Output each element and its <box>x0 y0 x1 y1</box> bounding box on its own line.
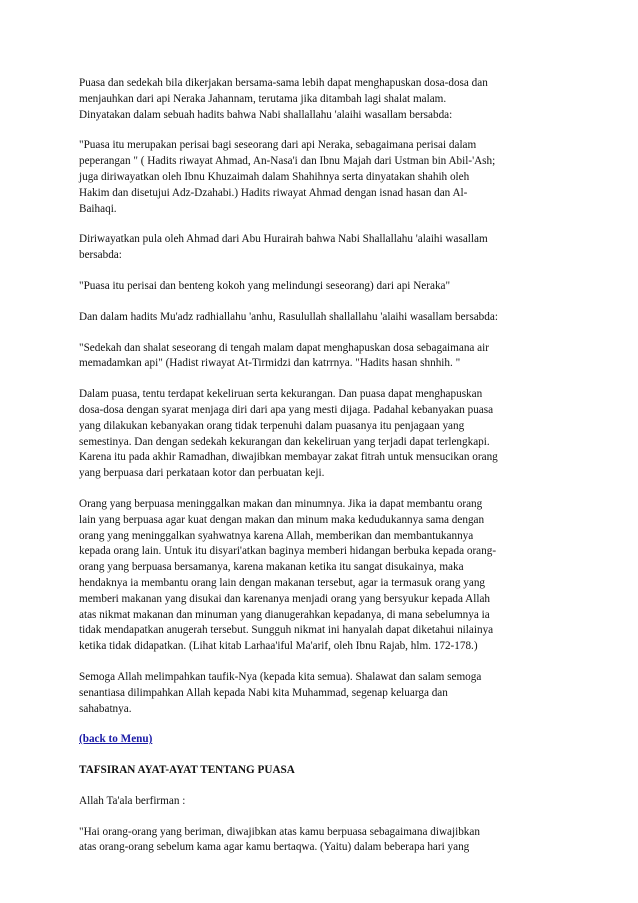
body-paragraph <box>79 497 569 655</box>
paragraph-line: Karena itu pada akhir Ramadhan, diwajibkan membayar zakat fitrah untuk mensucikan orang <box>79 451 498 464</box>
paragraph-line: juga diriwayatkan oleh Ibnu Khuzaimah dalam Shahihnya serta dinyatakan shahih oleh <box>79 170 470 183</box>
body-paragraph <box>79 232 569 264</box>
paragraph-line: kepada orang lain. Untuk itu disyari'atkan baginya memberi hidangan berbuka kepada orang- <box>79 545 497 558</box>
paragraph-line: tidak mendapatkan anugerah tersebut. Sungguh nikmat ini hanyalah dapat diketahui nilainya <box>79 624 494 637</box>
paragraph-line: Diriwayatkan pula oleh Ahmad dari Abu Hurairah bahwa Nabi Shallallahu 'alaihi wasallam <box>79 233 488 246</box>
paragraph-line: Orang yang berpuasa meninggalkan makan dan minumnya. Jika ia dapat membantu orang <box>79 497 483 510</box>
paragraph-line: menjauhkan dari api Neraka Jahannam, terutama jika ditambah lagi shalat malam. <box>79 92 447 105</box>
document-body <box>79 76 569 717</box>
paragraph-line: "Sedekah dan shalat seseorang di tengah malam dapat menghapuskan dosa sebagaimana air <box>79 341 489 354</box>
paragraph-line: yang berpuasa dari perkataan kotor dan perbuatan keji. <box>79 467 325 480</box>
paragraph-line: Hakim dan disetujui Adz-Dzahabi.) Hadits riwayat Ahmad dengan isnad hasan dan Al- <box>79 186 468 199</box>
paragraph-line: orang yang berpuasa bersamanya, karena makanan ketika itu sangat disukainya, maka <box>79 561 464 574</box>
paragraph-line: memberi makanan yang disukai dan karenanya menjadi orang yang bersyukur kepada Allah <box>79 592 490 605</box>
paragraph-line: Dan dalam hadits Mu'adz radhiallahu 'anhu, Rasulullah shallallahu 'alaihi wasallam bersabda: <box>79 310 498 323</box>
section-heading: TAFSIRAN AYAT-AYAT TENTANG PUASA <box>79 764 295 777</box>
paragraph-line: peperangan " ( Hadits riwayat Ahmad, An-Nasa'i dan Ibnu Majah dari Ustman bin Abil-'Ash; <box>79 155 496 168</box>
paragraph-line: orang yang meninggalkan syahwatnya karena Allah, memberikan dan membantukannya <box>79 529 474 542</box>
paragraph-line: bersabda: <box>79 249 122 262</box>
paragraph-line: dosa-dosa dengan syarat menjaga diri dari apa yang mesti dijaga. Padahal kebanyakan puasa <box>79 403 494 416</box>
verse-intro: Allah Ta'ala berfirman : <box>79 794 186 807</box>
paragraph-line: hendaknya ia membantu orang lain dengan makanan tersebut, agar ia termasuk orang yang <box>79 576 486 589</box>
verse-line: atas orang-orang sebelum kama agar kamu bertaqwa. (Yaitu) dalam beberapa hari yang <box>79 841 470 854</box>
document-page <box>79 76 569 871</box>
paragraph-line: senantiasa dilimpahkan Allah kepada Nabi kita Muhammad, segenap keluarga dan <box>79 686 448 699</box>
paragraph-line: atas nikmat makanan dan minuman yang dianugerahkan kepadanya, di mana sebelumnya ia <box>79 608 490 621</box>
body-paragraph <box>79 387 569 482</box>
paragraph-line: Semoga Allah melimpahkan taufik-Nya (kepada kita semua). Shalawat dan salam semoga <box>79 670 482 683</box>
paragraph-line: Dalam puasa, tentu terdapat kekeliruan serta kekurangan. Dan puasa dapat menghapuskan <box>79 388 483 401</box>
body-paragraph <box>79 670 569 717</box>
body-paragraph <box>79 341 569 373</box>
body-paragraph <box>79 138 569 217</box>
paragraph-line: "Puasa itu merupakan perisai bagi seseorang dari api Neraka, sebagaimana perisai dalam <box>79 139 477 152</box>
paragraph-line: Puasa dan sedekah bila dikerjakan bersama-sama lebih dapat menghapuskan dosa-dosa dan <box>79 77 488 89</box>
paragraph-line: ketika tidak didapatkan. (Lihat kitab Larhaa'iful Ma'arif, oleh Ibnu Rajab, hlm. 172-178.) <box>79 640 478 653</box>
back-to-menu-paragraph <box>79 732 569 748</box>
paragraph-line: sahabatnya. <box>79 702 132 715</box>
paragraph-line: yang dilakukan kebanyakan orang tidak terpenuhi dalam puasanya itu penjagaan yang <box>79 419 465 432</box>
verse-line: "Hai orang-orang yang beriman, diwajibkan atas kamu berpuasa sebagaimana diwajibkan <box>79 825 480 838</box>
body-paragraph <box>79 76 569 123</box>
body-paragraph <box>79 279 569 295</box>
body-paragraph <box>79 310 569 326</box>
paragraph-line: "Puasa itu perisai dan benteng kokoh yang melindungi seseorang) dari api Neraka" <box>79 279 451 292</box>
back-to-menu-link[interactable]: (back to Menu) <box>79 733 153 746</box>
paragraph-line: Dinyatakan dalam sebuah hadits bahwa Nabi shallallahu 'alaihi wasallam bersabda: <box>79 108 453 121</box>
paragraph-line: memadamkan api" (Hadist riwayat At-Tirmidzi dan katrrnya. "Hadits hasan shnhih. " <box>79 357 461 370</box>
paragraph-line: lain yang berpuasa agar kuat dengan makan dan minum maka kedudukannya sama dengan <box>79 513 485 526</box>
paragraph-line: Baihaqi. <box>79 202 117 215</box>
paragraph-line: semestinya. Dan dengan sedekah kekurangan dan kekeliruan yang terjadi dapat terlengkapi. <box>79 435 490 448</box>
verse-paragraph <box>79 825 569 857</box>
